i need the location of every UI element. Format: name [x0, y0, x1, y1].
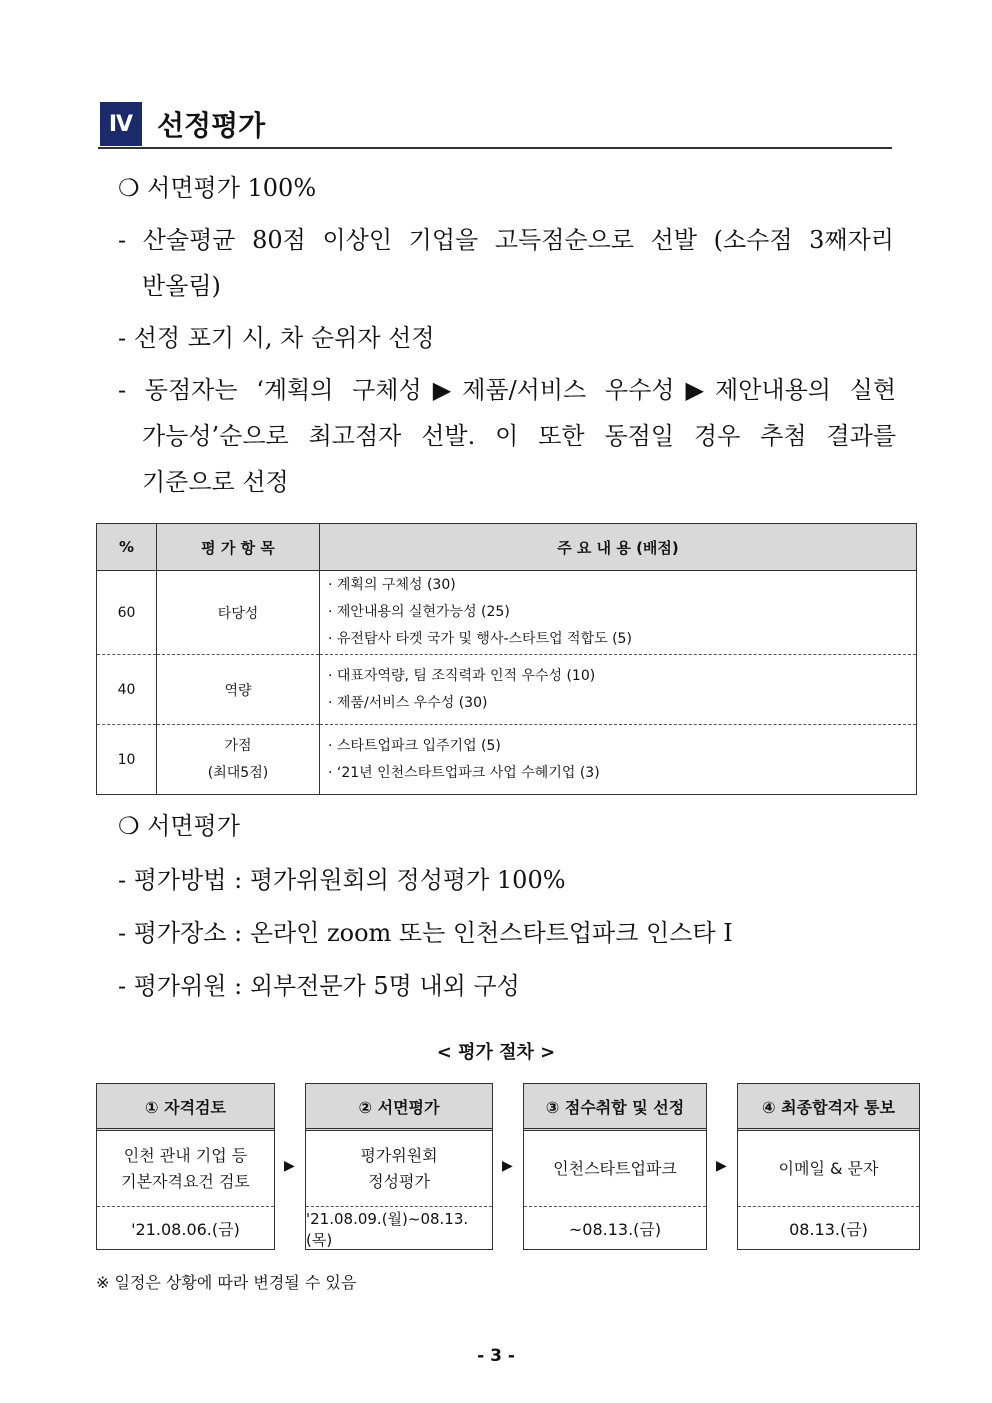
schedule-note: ※ 일정은 상황에 따라 변경될 수 있음 [96, 1273, 357, 1292]
row-item: 타당성 [157, 571, 320, 655]
section-divider [98, 147, 892, 149]
step-date: '21.08.06.(금) [131, 1220, 240, 1239]
arrow-icon: ▶ [502, 1158, 513, 1174]
content-line: · 제품/서비스 우수성 (30) [328, 694, 488, 711]
table-header-row [97, 524, 917, 571]
header-item: 평 가 항 목 [157, 524, 320, 571]
process-step [737, 1083, 920, 1250]
step-body-line: 평가위원회 [360, 1145, 438, 1165]
step-date: '21.08.09.(월)~08.13.(목) [306, 1209, 469, 1249]
process-step [523, 1083, 707, 1250]
criteria-line-1: - 산술평균 80점 이상인 기업을 고득점순으로 선발 (소수점 3째자리 [118, 226, 894, 254]
step-body [97, 1131, 274, 1207]
content-line: · 유전탐사 타겟 국가 및 행사-스타트업 적합도 (5) [328, 631, 632, 647]
content-line: · 스타트업파크 입주기업 (5) [328, 737, 501, 754]
row-content [320, 655, 917, 725]
step-body-line: 기본자격요건 검토 [121, 1171, 250, 1191]
criteria-line-1-cont: 반올림) [142, 272, 221, 300]
item-name: 가점 [224, 737, 252, 754]
section-number-badge: Ⅳ [100, 102, 142, 146]
table-row [97, 655, 917, 725]
process-step [96, 1083, 275, 1250]
row-percent: 60 [97, 571, 157, 655]
content-line: · 계획의 구체성 (30) [328, 577, 456, 593]
content-line: · 대표자역량, 팀 조직력과 인적 우수성 (10) [328, 667, 596, 684]
written-heading: ❍ 서면평가 [118, 812, 240, 840]
content-line: · 제안내용의 실현가능성 (25) [328, 604, 510, 620]
table-row [97, 725, 917, 795]
row-content [320, 725, 917, 795]
evaluation-table [96, 523, 917, 795]
arrow-icon: ▶ [284, 1158, 295, 1174]
step-body [738, 1131, 919, 1207]
criteria-line-3-cont: 가능성’순으로 최고점자 선발. 이 또한 동점일 경우 추첨 결과를 [142, 422, 896, 450]
written-place: - 평가장소 : 온라인 zoom 또는 인천스타트업파크 인스타 I [118, 919, 733, 947]
row-percent: 10 [97, 725, 157, 795]
step-title: ① 자격검토 [97, 1084, 274, 1131]
row-percent: 40 [97, 655, 157, 725]
step-title: ② 서면평가 [306, 1084, 492, 1131]
step-title: ③ 점수취합 및 선정 [524, 1084, 706, 1131]
step-body [306, 1131, 492, 1207]
step-body-line: 인천 관내 기업 등 [123, 1145, 248, 1165]
step-date: ~08.13.(금) [568, 1220, 662, 1239]
step-body [524, 1131, 706, 1207]
row-item [157, 725, 320, 795]
step-date: 08.13.(금) [789, 1220, 868, 1239]
criteria-heading: ❍ 서면평가 100% [118, 174, 317, 202]
table-row [97, 571, 917, 655]
item-note: (최대5점) [207, 764, 269, 781]
section-title: 선정평가 [157, 109, 266, 142]
process-step [305, 1083, 493, 1250]
arrow-icon: ▶ [716, 1158, 727, 1174]
row-item: 역량 [157, 655, 320, 725]
written-members: - 평가위원 : 외부전문가 5명 내외 구성 [118, 972, 520, 1000]
row-content [320, 571, 917, 655]
step-body-line: 이메일 & 문자 [778, 1158, 879, 1178]
step-body-line: 인천스타트업파크 [553, 1158, 677, 1178]
criteria-line-3-end: 기준으로 선정 [142, 468, 289, 496]
header-content: 주 요 내 용 (배점) [320, 524, 917, 571]
written-method: - 평가방법 : 평가위원회의 정성평가 100% [118, 866, 566, 894]
process-title: < 평가 절차 > [436, 1042, 556, 1063]
criteria-line-2: - 선정 포기 시, 차 순위자 선정 [118, 324, 435, 352]
step-body-line: 정성평가 [368, 1171, 430, 1191]
step-title: ④ 최종합격자 통보 [738, 1084, 919, 1131]
page-number: - 3 - [477, 1346, 515, 1366]
content-line: · ‘21년 인천스타트업파크 사업 수혜기업 (3) [328, 764, 600, 781]
criteria-line-3: - 동점자는 ‘계획의 구체성▶제품/서비스 우수성▶제안내용의 실현 [118, 376, 896, 404]
header-percent: % [97, 524, 157, 571]
